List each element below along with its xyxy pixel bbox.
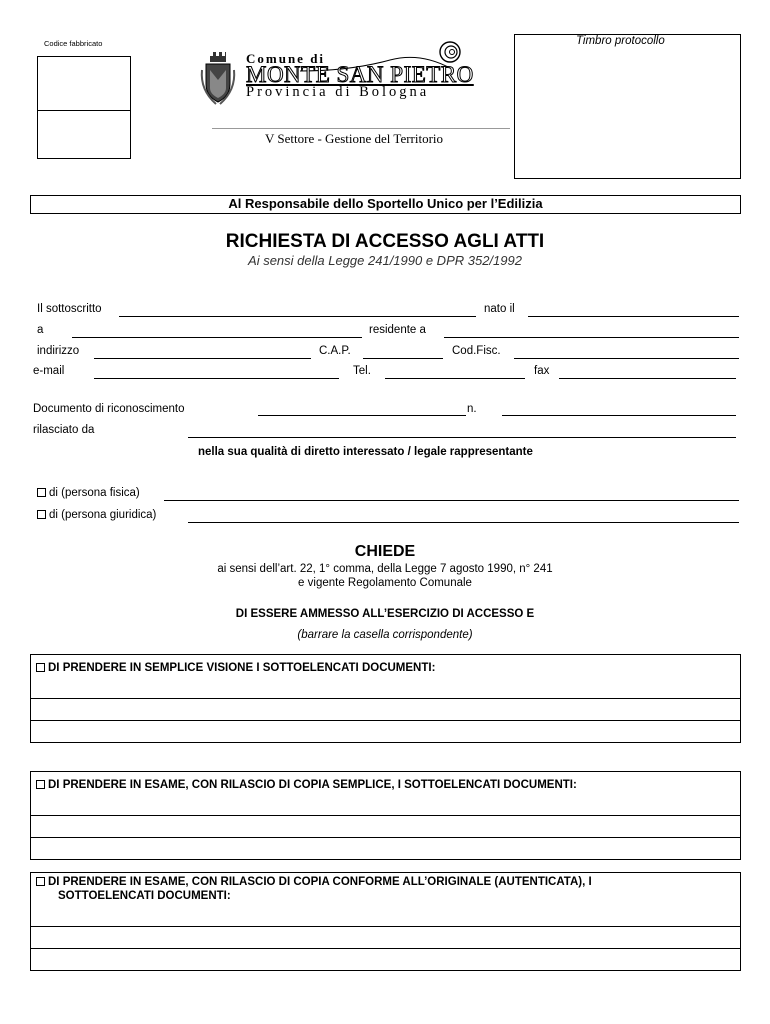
persona-fisica-label: di (persona fisica) [49,487,140,499]
page-subtitle: Ai sensi della Legge 241/1990 e DPR 352/1992 [248,253,522,268]
option-visione-label[interactable] [36,662,435,674]
persona-fisica-input[interactable] [164,500,739,501]
comune-name: MONTE SAN PIETRO [246,62,474,87]
chiede-line1: ai sensi dell’art. 22, 1° comma, della Legge 7 agosto 1990, n° 241 [217,563,553,575]
luogo-nascita-input[interactable] [72,337,362,338]
option-copia-conforme-label[interactable] [36,876,592,888]
persona-giuridica-option[interactable] [37,509,156,521]
option-copia-semplice-label[interactable] [36,779,577,791]
chiede-line2: e vigente Regolamento Comunale [298,577,472,589]
cap-label: C.A.P. [319,345,351,357]
option-visione-text: DI PRENDERE IN SEMPLICE VISIONE I SOTTOELENCATI DOCUMENTI: [48,662,436,674]
documento-input[interactable] [258,415,466,416]
residente-a-input[interactable] [444,337,739,338]
comune-di-label: Comune di [246,51,326,66]
header-divider [212,128,510,129]
fax-label: fax [534,365,550,377]
option-copia-conforme-checkbox[interactable] [36,877,45,886]
cod-fisc-input[interactable] [514,358,739,359]
indirizzo-label: indirizzo [37,345,80,357]
indirizzo-input[interactable] [94,358,311,359]
fax-input[interactable] [559,378,736,379]
persona-giuridica-label: di (persona giuridica) [49,509,157,521]
persona-giuridica-checkbox[interactable] [37,510,46,519]
rilasciato-da-input[interactable] [188,437,736,438]
coat-of-arms-icon [198,50,238,106]
option-copia-conforme-text-line2: SOTTOELENCATI DOCUMENTI: [58,890,231,902]
nato-il-input[interactable] [528,316,739,317]
a-label: a [37,324,44,336]
page-title: RICHIESTA DI ACCESSO AGLI ATTI [225,231,545,252]
codice-box-divider [37,110,131,111]
sottoscritto-input[interactable] [119,316,476,317]
option-copia-conforme-row[interactable] [30,926,741,927]
settore-label: V Settore - Gestione del Territorio [265,131,444,146]
persona-fisica-checkbox[interactable] [37,488,46,497]
nato-il-label: nato il [484,303,515,315]
provincia-label: Provincia di Bologna [246,84,430,100]
cap-input[interactable] [363,358,443,359]
n-label: n. [467,403,477,415]
codice-fabbricato-label: Codice fabbricato [44,39,103,48]
option-visione-row[interactable] [30,720,741,721]
option-copia-semplice-row[interactable] [30,837,741,838]
codice-fabbricato-box[interactable] [37,56,131,159]
tel-label: Tel. [353,365,371,377]
tel-input[interactable] [385,378,525,379]
email-label: e-mail [33,365,65,377]
option-copia-semplice-row[interactable] [30,815,741,816]
option-copia-semplice-text: DI PRENDERE IN ESAME, CON RILASCIO DI COPIA SEMPLICE, I SOTTOELENCATI DOCUMENTI: [48,779,577,791]
email-input[interactable] [94,378,339,379]
option-copia-conforme-row[interactable] [30,948,741,949]
timbro-protocollo-box[interactable] [514,34,741,179]
option-copia-semplice-checkbox[interactable] [36,780,45,789]
option-visione-row[interactable] [30,698,741,699]
qualita-label: nella sua qualità di diretto interessato / legale rappresentante [198,446,533,458]
persona-giuridica-input[interactable] [188,522,739,523]
recipient-label: Al Responsabile dello Sportello Unico per l’Edilizia [228,196,543,211]
cod-fisc-label: Cod.Fisc. [452,345,501,357]
rilasciato-da-label: rilasciato da [33,424,95,436]
chiede-title: CHIEDE [354,543,416,560]
sottoscritto-label: Il sottoscritto [37,303,102,315]
timbro-protocollo-label: Timbro protocollo [576,35,665,47]
option-copia-conforme-text: DI PRENDERE IN ESAME, CON RILASCIO DI COPIA CONFORME ALL’ORIGINALE (AUTENTICATA), I [48,876,592,888]
option-visione-checkbox[interactable] [36,663,45,672]
persona-fisica-option[interactable] [37,487,140,499]
ammesso-label: DI ESSERE AMMESSO ALL’ESERCIZIO DI ACCESSO E [235,608,535,620]
documento-numero-input[interactable] [502,415,736,416]
residente-a-label: residente a [369,324,426,336]
documento-label: Documento di riconoscimento [33,403,185,415]
barrare-label: (barrare la casella corrispondente) [297,629,473,641]
